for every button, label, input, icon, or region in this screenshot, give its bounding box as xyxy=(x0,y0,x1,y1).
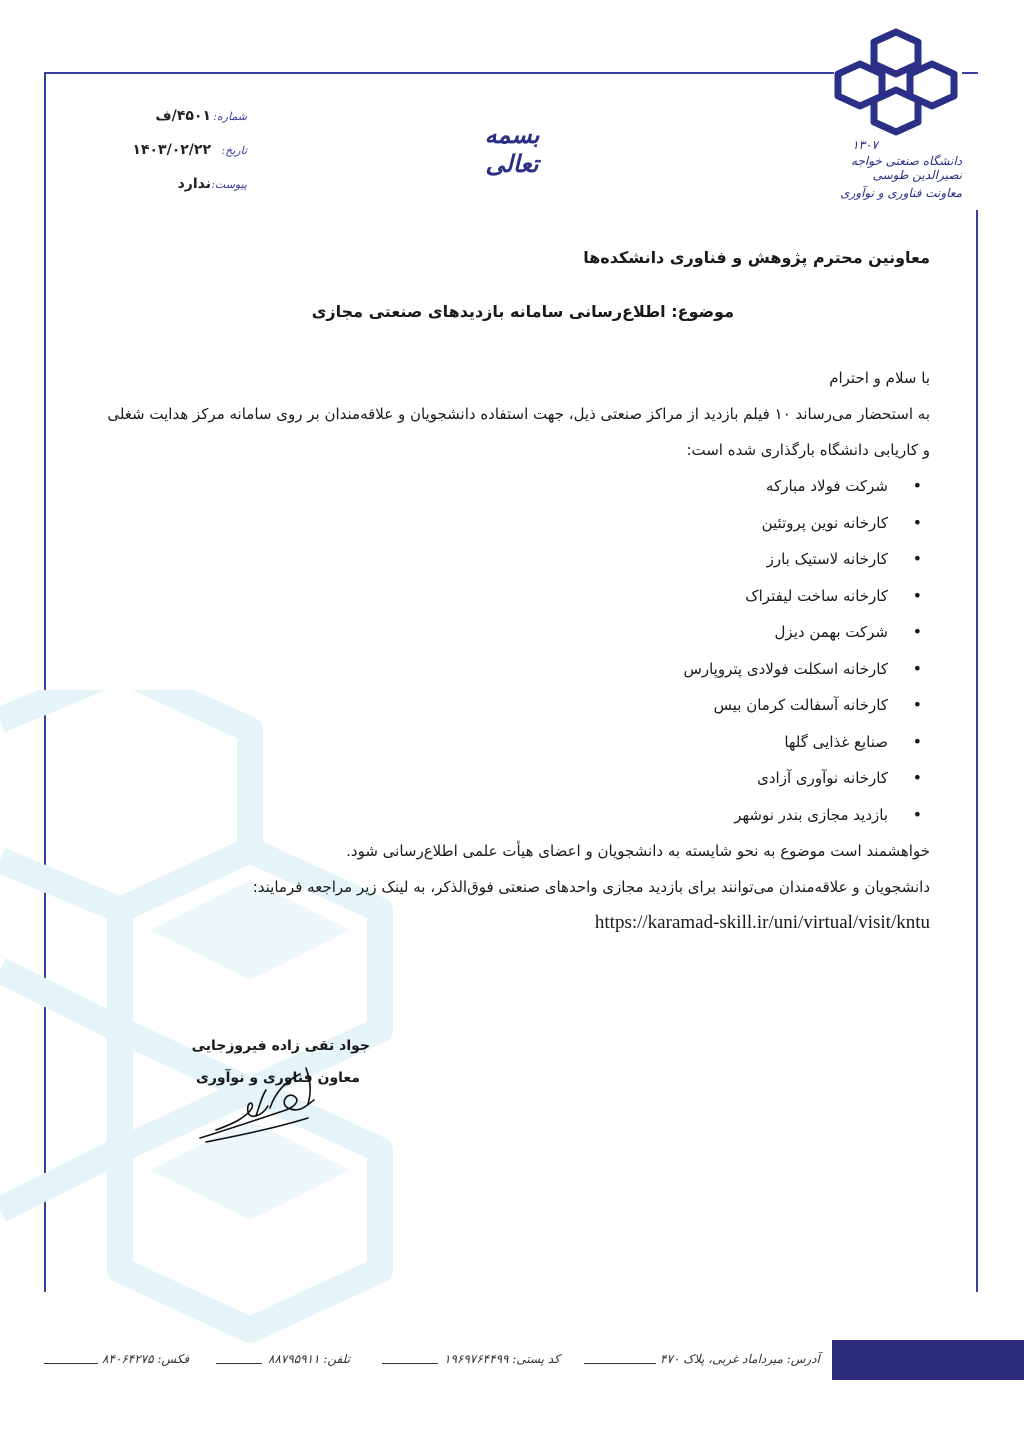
basmala-heading: بسمه تعالی xyxy=(484,120,540,178)
addressee: معاونین محترم پژوهش و فناوری دانشکده‌ها xyxy=(583,248,930,267)
letterhead-text xyxy=(802,138,962,200)
subject-line: موضوع: اطلاع‌رسانی سامانه بازدیدهای صنعتی مجازی xyxy=(311,302,734,321)
founding-year: ۱۳۰۷ xyxy=(852,138,878,152)
company-list xyxy=(96,468,930,833)
intro-paragraph: به استحضار می‌رساند ۱۰ فیلم بازدید از مراکز صنعتی ذیل، جهت استفاده دانشجویان و علاقه‌مندان بر روی سامانه مرکز هدایت شغلی و کاریابی دانشگاه بارگذاری شده است: xyxy=(107,405,930,459)
meta-date-value: ۱۴۰۳/۰۲/۲۲ xyxy=(132,142,211,158)
company-item: • شرکت بهمن دیزل xyxy=(96,614,888,651)
company-item: • کارخانه اسکلت فولادی پتروپارس xyxy=(96,651,888,688)
handwritten-signature xyxy=(196,1060,326,1150)
company-item: • شرکت فولاد مبارکه xyxy=(96,468,888,505)
signatory-name: جواد تقی زاده فیروزجایی xyxy=(191,1038,370,1054)
company-item: • بازدید مجازی بندر نوشهر xyxy=(96,797,888,834)
footer-phone: تلفن: ۸۸۷۹۵۹۱۱ xyxy=(268,1352,350,1366)
signatory-title: معاون فناوری و نوآوری xyxy=(196,1070,360,1086)
greeting: با سلام و احترام xyxy=(829,369,930,387)
footer xyxy=(44,1352,834,1376)
company-item: • کارخانه لاستیک بارز xyxy=(96,541,888,578)
meta-attachment-label: پیوست: xyxy=(211,178,247,191)
meta-date-row xyxy=(112,142,247,176)
footer-fax: فکس: ۸۴۰۶۴۲۷۵ xyxy=(102,1352,190,1366)
meta-attachment-value: ندارد xyxy=(177,176,211,192)
company-item: • کارخانه ساخت لیفتراک xyxy=(96,578,888,615)
frame-top-line-right xyxy=(962,72,978,74)
footer-divider xyxy=(584,1363,656,1364)
company-item: • صنایع غذایی گلها xyxy=(96,724,888,761)
company-item: • کارخانه آسفالت کرمان بیس xyxy=(96,687,888,724)
visit-link[interactable]: https://karamad-skill.ir/uni/virtual/visit/kntu xyxy=(594,912,930,933)
letter-body xyxy=(96,240,930,941)
footer-divider xyxy=(44,1363,98,1364)
frame-top-line xyxy=(44,72,834,74)
frame-right-line xyxy=(976,210,978,1292)
link-intro: دانشجویان و علاقه‌مندان می‌توانند برای بازدید مجازی واحدهای صنعتی فوق‌الذکر، به لینک زیر مراجعه فرمایند: xyxy=(252,878,930,896)
footer-divider xyxy=(216,1363,262,1364)
department-name: معاونت فناوری و نوآوری xyxy=(840,186,962,200)
meta-date-label: تاریخ: xyxy=(221,144,247,157)
company-item: • کارخانه نوین پروتئین xyxy=(96,505,888,542)
meta-number-row xyxy=(112,108,247,142)
footer-postal: کد پستی: ۱۹۶۹۷۶۴۴۹۹ xyxy=(444,1352,560,1366)
university-logo xyxy=(832,26,960,138)
footer-address: آدرس: میرداماد غربی، پلاک ۴۷۰ xyxy=(660,1352,820,1366)
company-item: • کارخانه نوآوری آزادی xyxy=(96,760,888,797)
footer-divider xyxy=(382,1363,438,1364)
letter-meta xyxy=(112,108,247,210)
meta-attachment-row xyxy=(112,176,247,210)
meta-number-label: شماره: xyxy=(213,110,247,123)
request-paragraph: خواهشمند است موضوع به نحو شایسته به دانشجویان و اعضای هیأت علمی اطلاع‌رسانی شود. xyxy=(346,842,930,860)
footer-accent-bar xyxy=(832,1340,1024,1380)
university-name: دانشگاه صنعتی خواجه نصیرالدین طوسی xyxy=(851,154,962,182)
meta-number-value: ۴۵۰۱/ف xyxy=(155,108,211,124)
